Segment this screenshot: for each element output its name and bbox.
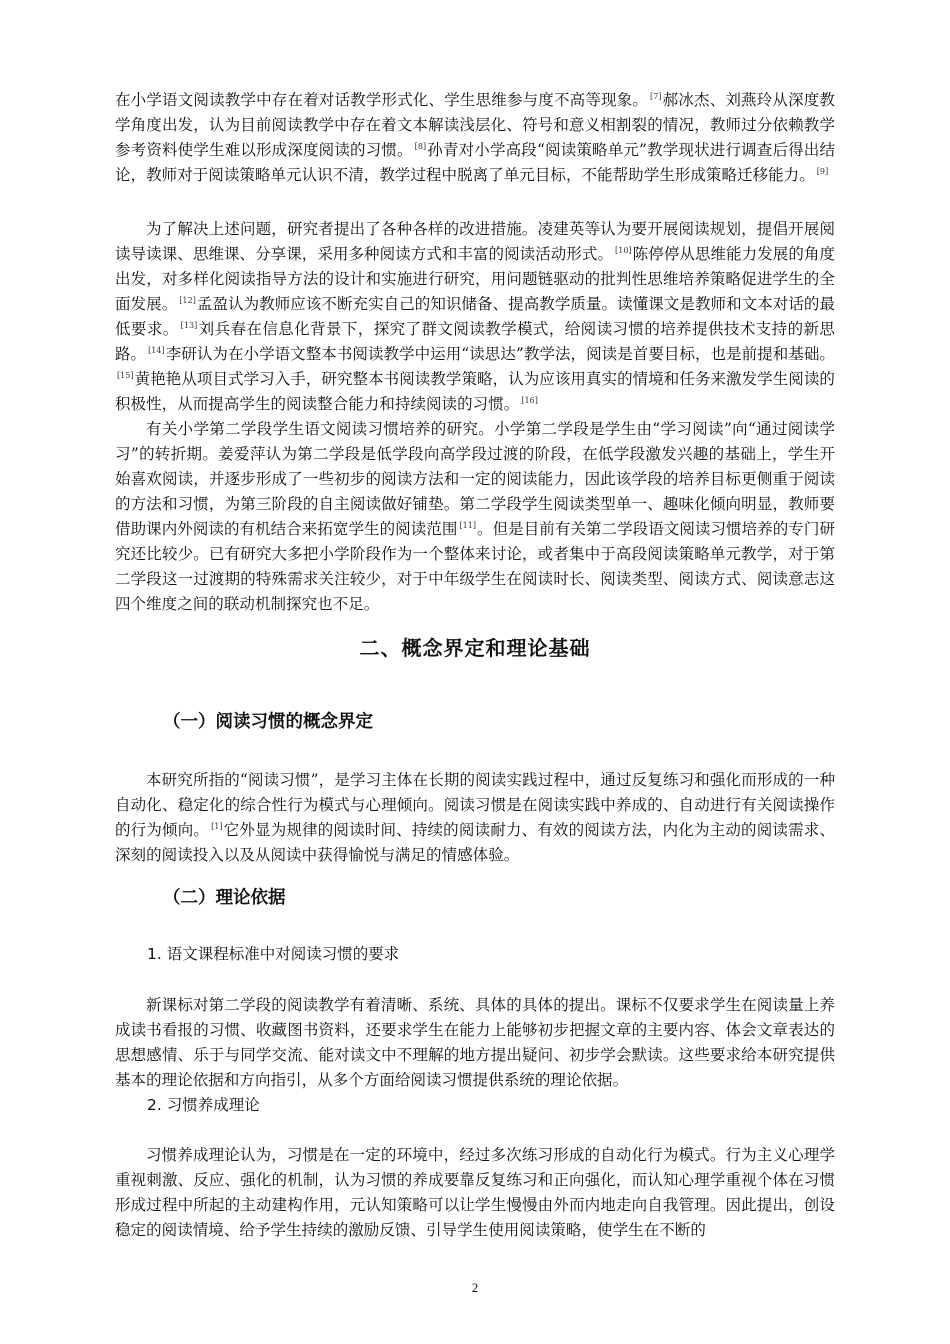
page-number: 2 — [471, 1280, 479, 1295]
text-run: 孙青对小学高段“阅读策略单元”教学现状进行调查后得出结论，教师对于阅读策略单元认识不清，教学过程中脱离了单元目标，不能帮助学生形成策略迁移能力。 — [115, 141, 836, 184]
text-run: 郝冰杰、刘燕玲从深度教学角度出发，认为目前阅读教学中存在着文本解读浅层化、符号和意义相割裂的情况，教师过分依赖教学参考资料使学生难以形成深度阅读的习惯。 — [115, 91, 835, 159]
text-run: 陈停停从思维能力发展的角度出发，对多样化阅读指导方法的设计和实施进行研究，用问题链驱动的批判性思维培养策略促进学生的全面发展。 — [115, 245, 835, 313]
citation-ref: [15] — [117, 371, 134, 380]
paragraph-improvements — [115, 217, 835, 417]
paragraph-second-stage-research — [115, 417, 835, 617]
section-heading: 二、概念界定和理论基础 — [359, 636, 591, 660]
citation-ref: [10] — [615, 246, 632, 255]
item-heading-curriculum-standard: 1. 语文课程标准中对阅读习惯的要求 — [147, 945, 400, 963]
text-run: 。但是目前有关第二学段语文阅读习惯培养的专门研究还比较少。已有研究大多把小学阶段作为一个整体来讨论，或者集中于高段阅读策略单元教学，对于第二学段这一过渡期的特殊需求关注较少，对于中年级学生在阅读时长、阅读类型、阅读方式、阅读意志这四个维度之间的联动机制探究也不足。 — [115, 520, 835, 613]
paragraph-concept-definition — [115, 768, 835, 868]
subsection-heading-concept: （一）阅读习惯的概念界定 — [163, 712, 373, 732]
item-heading-habit-theory: 2. 习惯养成理论 — [147, 1096, 260, 1114]
citation-ref: [8] — [414, 142, 427, 151]
citation-ref: [7] — [650, 92, 662, 101]
citation-ref: [1] — [211, 822, 223, 831]
text-run: 在小学语文阅读教学中存在着对话教学形式化、学生思维参与度不高等现象。 — [115, 91, 649, 109]
citation-ref: [14] — [148, 346, 165, 355]
text-run: 有关小学第二学段学生语文阅读习惯培养的研究。小学第二学段是学生由“学习阅读”向“通过阅读学习”的转折期。姜爱萍认为第二学段是低学段向高学段过渡的阶段，在低学段激发兴趣的基础上，学生开始喜欢阅读，并逐步形成了一些初步的阅读方法和一定的阅读能力，因此该学段的培养目标更侧重于阅读的方法和习惯，为第三阶段的自主阅读做好铺垫。第二学段学生阅读类型单一、趣味化倾向明显，教师要借助课内外阅读的有机结合来拓宽学生的阅读范围 — [115, 420, 835, 538]
text-run: 为了解决上述问题，研究者提出了各种各样的改进措施。凌建英等认为要开展阅读规划，提倡开展阅读导读课、思维课、分享课，采用多种阅读方式和丰富的阅读活动形式。 — [115, 220, 835, 263]
citation-ref: [13] — [180, 321, 198, 330]
subsection-heading-theory: （二）理论依据 — [163, 888, 286, 908]
citation-ref: [11] — [459, 521, 477, 530]
text-run: 刘兵春在信息化背景下，探究了群文阅读教学模式，给阅读习惯的培养提供技术支持的新思路。 — [115, 320, 835, 363]
citation-ref: [9] — [816, 167, 829, 176]
text-run: 黄艳艳从项目式学习入手，研究整本书阅读教学策略，认为应该用真实的情境和任务来激发学生阅读的积极性，从而提高学生的阅读整合能力和持续阅读的习惯。 — [115, 370, 835, 413]
text-run: 李研认为在小学语文整本书阅读教学中运用“读思达”教学法，阅读是首要目标，也是前提和基础。 — [165, 345, 835, 363]
paragraph-curriculum-standard: 新课标对第二学段的阅读教学有着清晰、系统、具体的具体的提出。课标不仅要求学生在阅读量上养成读书看报的习惯、收藏图书资料，还要求学生在能力上能够初步把握文章的主要内容、体会文章表达的思想感情、乐于与同学交流、能对读文中不理解的地方提出疑问、初步学会默读。这些要求给本研究提供基本的理论依据和方向指引，从多个方面给阅读习惯提供系统的理论依据。 — [115, 996, 835, 1089]
text-run: 它外显为规律的阅读时间、持续的阅读耐力、有效的阅读方法，内化为主动的阅读需求、深刻的阅读投入以及从阅读中获得愉悦与满足的情感体验。 — [115, 821, 835, 864]
citation-ref: [16] — [521, 396, 538, 405]
text-run: 本研究所指的“阅读习惯”，是学习主体在长期的阅读实践过程中，通过反复练习和强化而形成的一种自动化、稳定化的综合性行为模式与心理倾向。阅读习惯是在阅读实践中养成的、自动进行有关阅读操作的行为倾向。 — [115, 771, 835, 839]
paragraph-habit-theory: 习惯养成理论认为，习惯是在一定的环境中，经过多次练习形成的自动化行为模式。行为主义心理学重视刺激、反应、强化的机制，认为习惯的养成要靠反复练习和正向强化，而认知心理学重视个体在习惯形成过程中所起的主动建构作用，元认知策略可以让学生慢慢由外而内地走向自我管理。因此提出，创设稳定的阅读情境、给予学生持续的激励反馈、引导学生使用阅读策略，使学生在不断的 — [115, 1146, 835, 1239]
text-run: 孟盈认为教师应该不断充实自己的知识储备、提高教学质量。读懂课文是教师和文本对话的最低要求。 — [115, 295, 835, 338]
citation-ref: [12] — [179, 296, 196, 305]
paragraph-problems — [115, 88, 835, 188]
